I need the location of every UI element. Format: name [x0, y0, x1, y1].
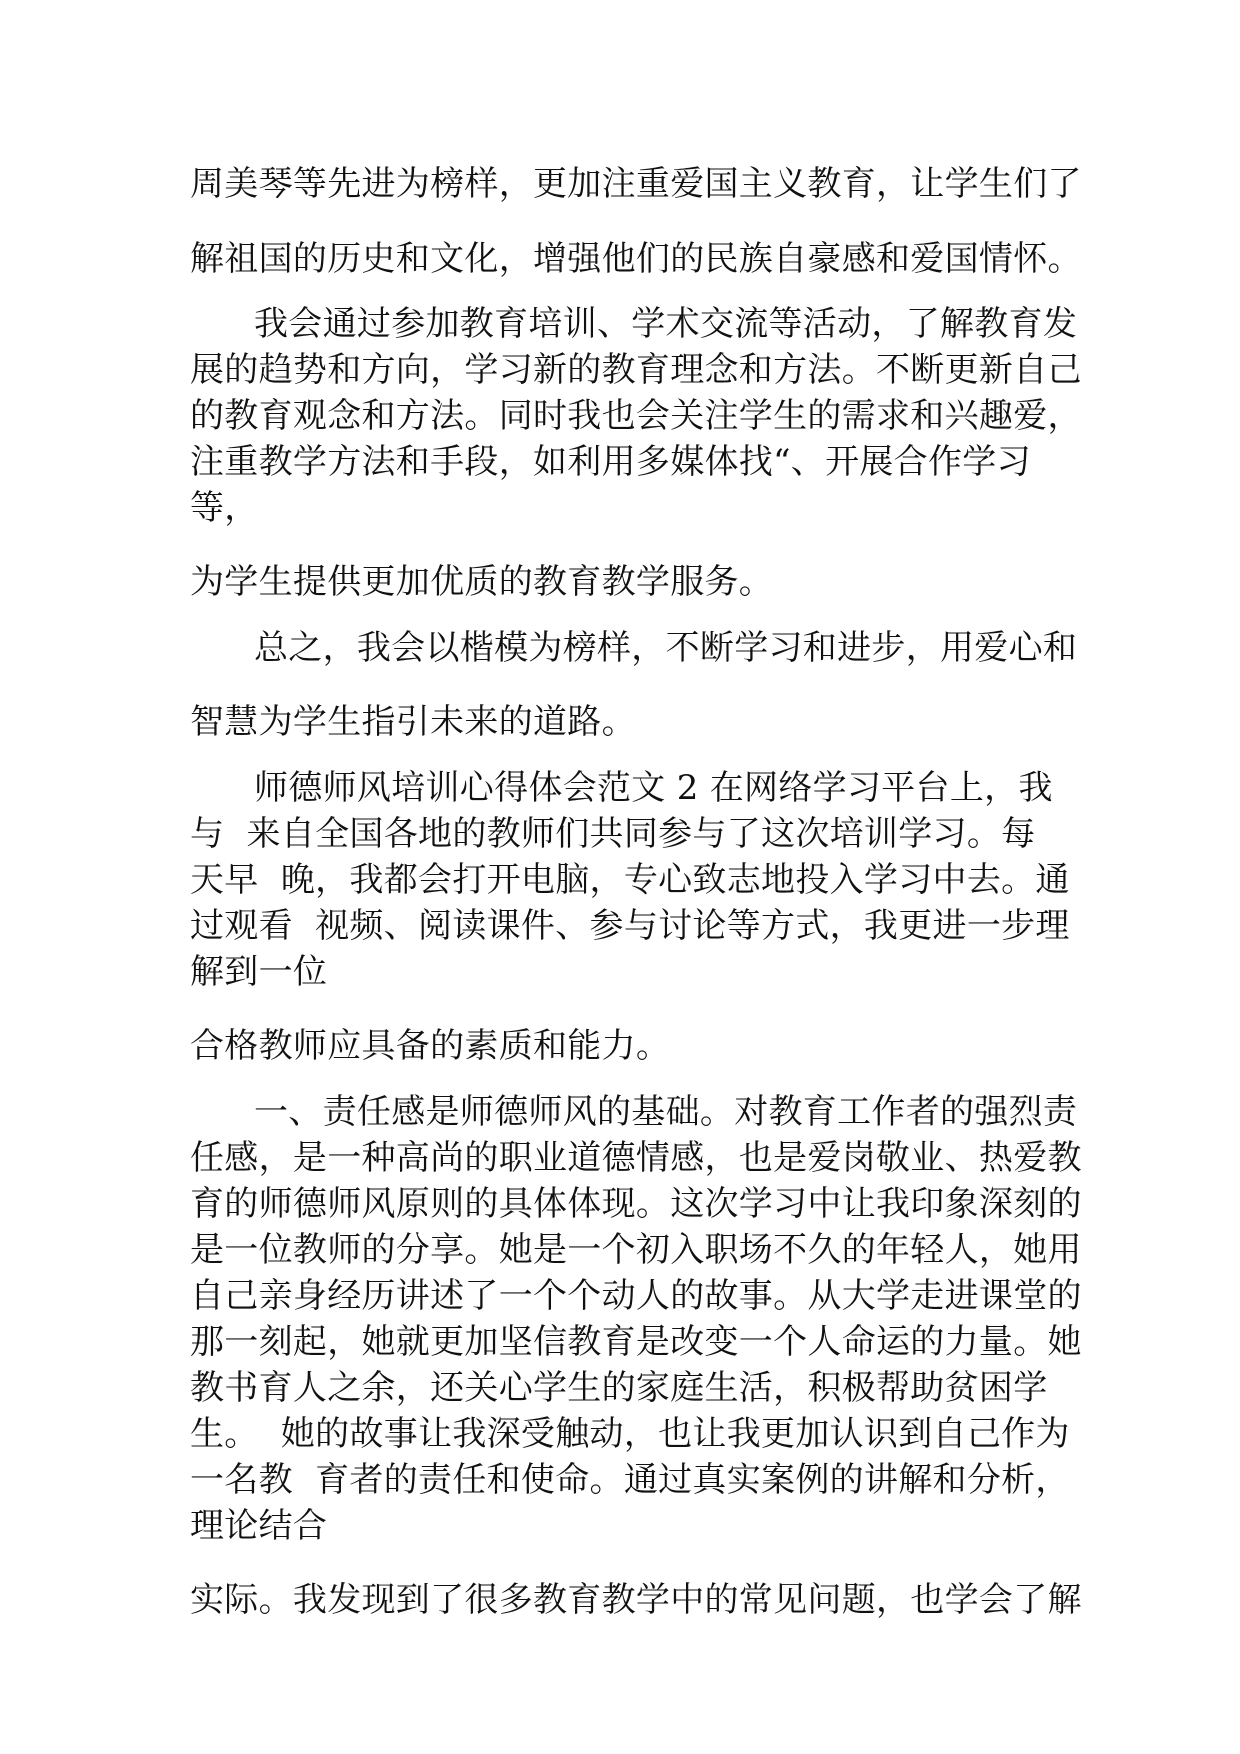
text-line: 周美琴等先进为榜样，更加注重爱国主义教育，让学生们了: [190, 164, 1082, 204]
text-line: 实际。我发现到了很多教育教学中的常见问题，也学会了解: [190, 1580, 1082, 1620]
text-line: 自己亲身经历讲述了一个个动人的故事。从大学走进课堂的: [190, 1276, 1082, 1316]
text-line: 与 来自全国各地的教师们共同参与了这次培训学习。每: [190, 814, 1036, 854]
text-line: 是一位教师的分享。她是一个初入职场不久的年轻人，她用: [190, 1230, 1082, 1270]
text-line: 任感，是一种高尚的职业道德情感，也是爱岗敬业、热爱教: [190, 1138, 1082, 1178]
text-line: 为学生提供更加优质的教育教学服务。: [190, 562, 774, 602]
text-line: 解祖国的历史和文化，增强他们的民族自豪感和爱国情怀。: [190, 239, 1082, 279]
text-line: 那一刻起，她就更加坚信教育是改变一个人命运的力量。她: [190, 1322, 1082, 1362]
text-line: 注重教学方法和手段，如利用多媒体找“、开展合作学习: [190, 442, 1031, 482]
text-line: 智慧为学生指引未来的道路。: [190, 702, 636, 742]
text-line: 合格教师应具备的素质和能力。: [190, 1026, 671, 1066]
text-line: 的教育观念和方法。同时我也会关注学生的需求和兴趣爱，: [190, 396, 1082, 436]
text-line: 过观看 视频、阅读课件、参与讨论等方式，我更进一步理: [190, 906, 1070, 946]
text-line: 生。 她的故事让我深受触动，也让我更加认识到自己作为: [190, 1414, 1070, 1454]
text-line: 师德师风培训心得体会范文 2 在网络学习平台上，我: [254, 768, 1053, 808]
text-line: 一、责任感是师德师风的基础。对教育工作者的强烈责: [254, 1092, 1078, 1132]
text-line: 总之，我会以楷模为榜样，不断学习和进步，用爱心和: [254, 628, 1078, 668]
text-line: 教书育人之余，还关心学生的家庭生活，积极帮助贫困学: [190, 1368, 1048, 1408]
text-line: 等，: [190, 488, 259, 528]
text-line: 理论结合: [190, 1506, 328, 1546]
text-line: 我会通过参加教育培训、学术交流等活动，了解教育发: [254, 304, 1078, 344]
text-line: 一名教 育者的责任和使命。通过真实案例的讲解和分析，: [190, 1460, 1070, 1500]
text-line: 解到一位: [190, 952, 328, 992]
text-line: 育的师德师风原则的具体体现。这次学习中让我印象深刻的: [190, 1184, 1082, 1224]
text-line: 天早 晚，我都会打开电脑，专心致志地投入学习中去。通: [190, 860, 1070, 900]
text-line: 展的趋势和方向，学习新的教育理念和方法。不断更新自己: [190, 350, 1082, 390]
